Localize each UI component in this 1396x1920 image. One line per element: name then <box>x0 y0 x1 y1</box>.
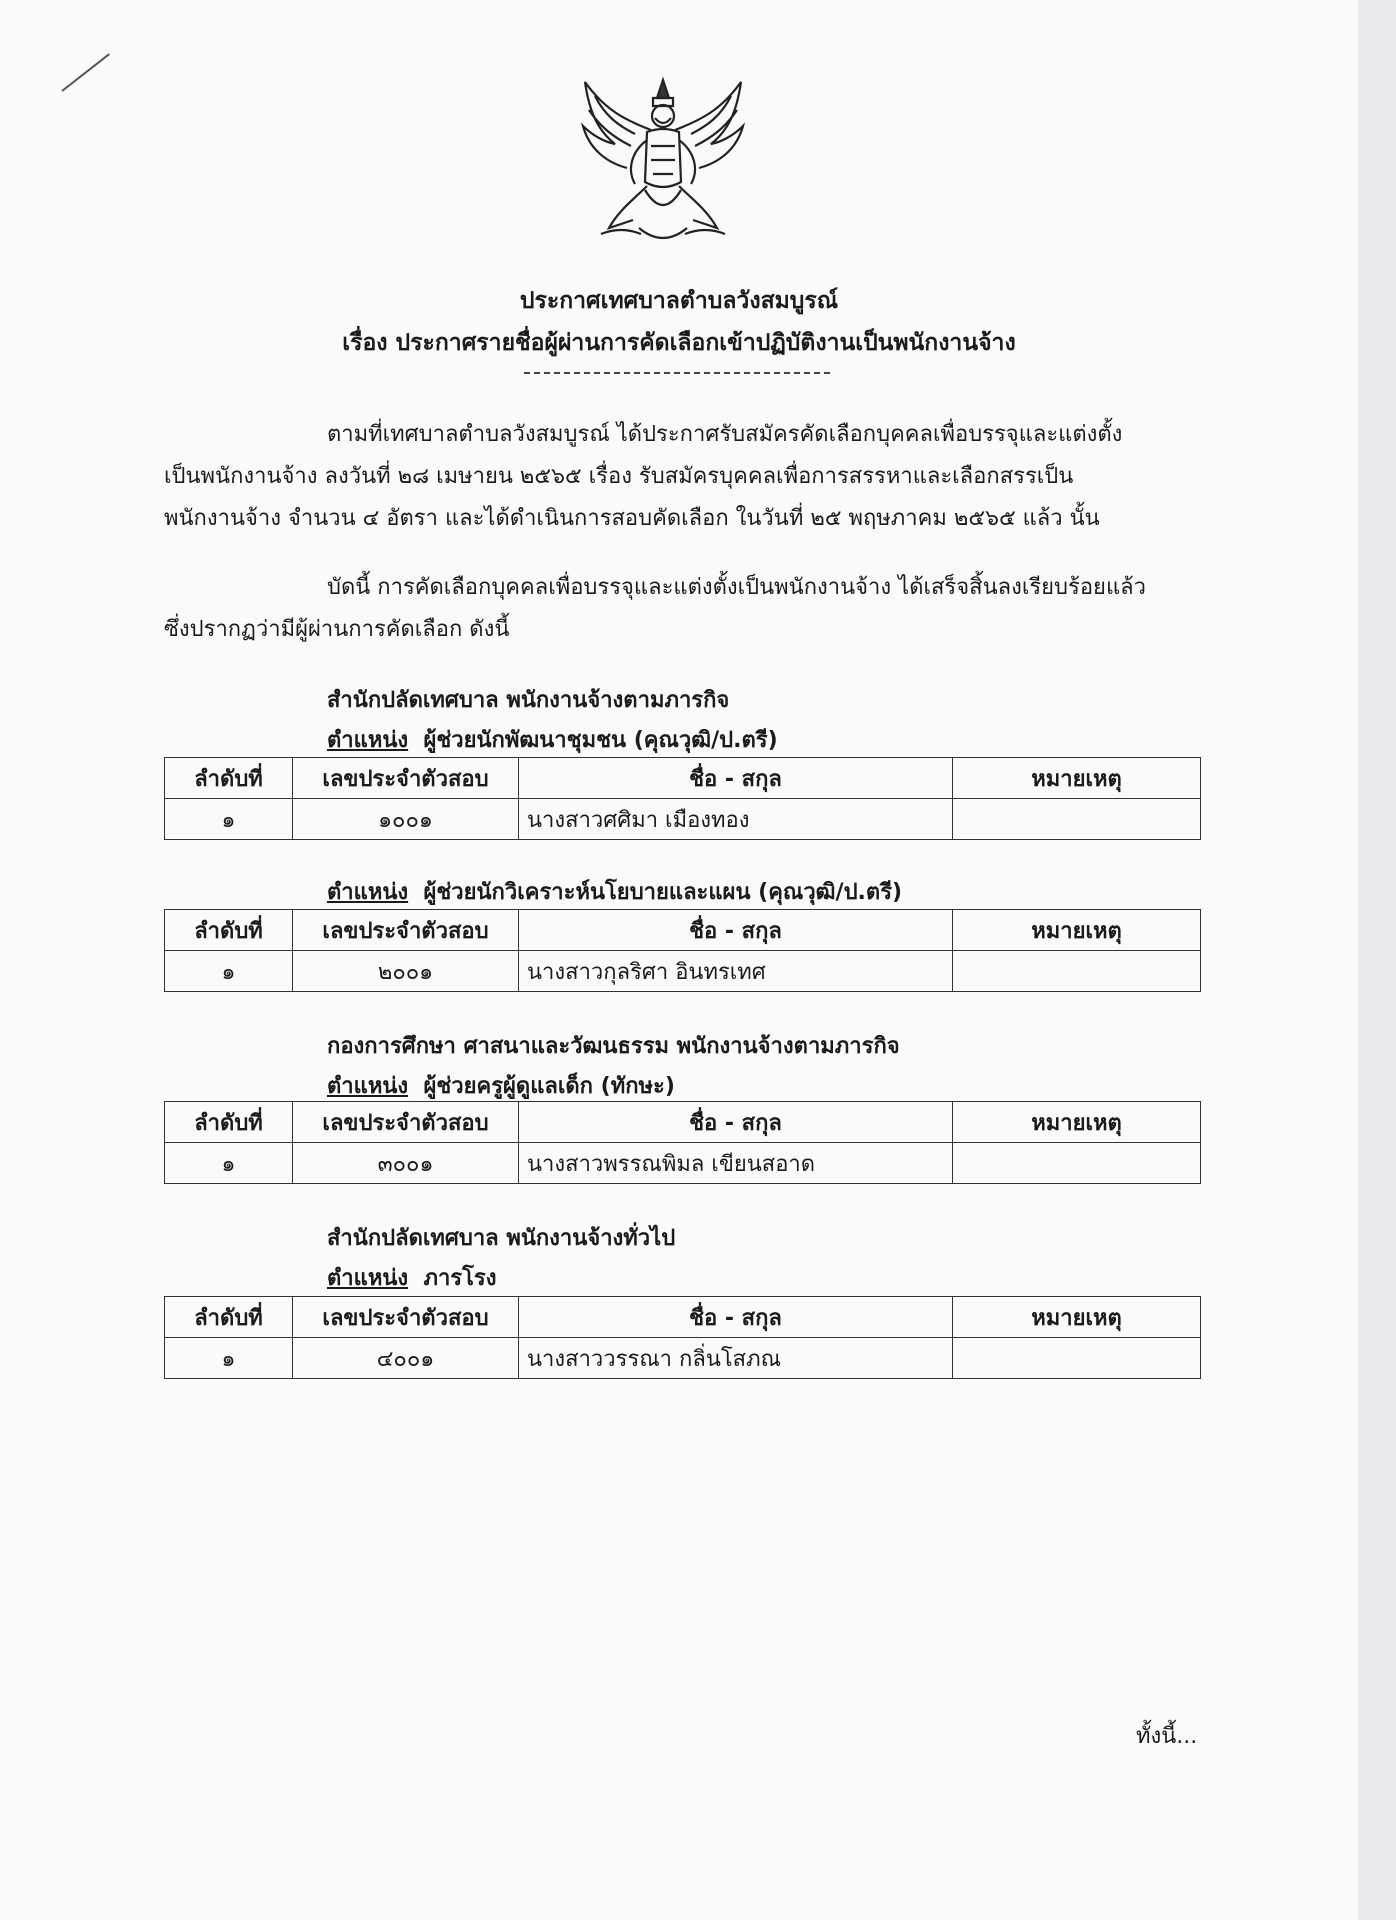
position-title: ผู้ช่วยนักวิเคราะห์นโยบายและแผน (คุณวุฒิ/ป.ตรี) <box>423 880 903 905</box>
header-remark: หมายเหตุ <box>953 758 1201 799</box>
table-header-row <box>165 910 1201 951</box>
position-title: ผู้ช่วยนักพัฒนาชุมชน (คุณวุฒิ/ป.ตรี) <box>423 728 778 753</box>
document-subject: เรื่อง ประกาศรายชื่อผู้ผ่านการคัดเลือกเข้าปฏิบัติงานเป็นพนักงานจ้าง <box>342 330 1016 356</box>
header-remark: หมายเหตุ <box>953 1297 1201 1338</box>
document-title: ประกาศเทศบาลตำบลวังสมบูรณ์ <box>519 288 839 314</box>
cell-name: นางสาววรรณา กลิ่นโสภณ <box>519 1338 953 1379</box>
cell-remark <box>953 1143 1201 1184</box>
cell-name: นางสาวศศิมา เมืองทอง <box>519 799 953 840</box>
paragraph-2-line-2: ซึ่งปรากฏว่ามีผู้ผ่านการคัดเลือก ดังนี้ <box>164 617 510 642</box>
position-title: ผู้ช่วยครูผู้ดูแลเด็ก (ทักษะ) <box>423 1074 675 1099</box>
table-header-row <box>165 1297 1201 1338</box>
paragraph-1-line-1: ตามที่เทศบาลตำบลวังสมบูรณ์ ได้ประกาศรับสมัครคัดเลือกบุคคลเพื่อบรรจุและแต่งตั้ง <box>327 422 1123 447</box>
cell-order: ๑ <box>165 1338 293 1379</box>
section-heading: สำนักปลัดเทศบาล พนักงานจ้างตามภารกิจ <box>327 688 730 713</box>
header-exam-id: เลขประจำตัวสอบ <box>293 758 519 799</box>
header-exam-id: เลขประจำตัวสอบ <box>293 1297 519 1338</box>
cell-name: นางสาวพรรณพิมล เขียนสอาด <box>519 1143 953 1184</box>
header-remark: หมายเหตุ <box>953 910 1201 951</box>
header-exam-id: เลขประจำตัวสอบ <box>293 1102 519 1143</box>
position-label: ตำแหน่ง <box>327 1266 409 1291</box>
title-divider <box>524 372 830 374</box>
paragraph-1-line-2: เป็นพนักงานจ้าง ลงวันที่ ๒๘ เมษายน ๒๕๖๕ เรื่อง รับสมัครบุคคลเพื่อการสรรหาและเลือกสรรเป็น <box>164 464 1074 489</box>
table-row <box>165 799 1201 840</box>
result-table <box>164 1296 1201 1379</box>
table-row <box>165 951 1201 992</box>
cell-name: นางสาวกุลริศา อินทรเทศ <box>519 951 953 992</box>
header-order: ลำดับที่ <box>165 758 293 799</box>
header-name: ชื่อ - สกุล <box>519 910 953 951</box>
garuda-emblem-icon <box>575 70 751 252</box>
position-heading <box>327 722 778 757</box>
header-name: ชื่อ - สกุล <box>519 1297 953 1338</box>
position-label: ตำแหน่ง <box>327 1074 409 1099</box>
result-table <box>164 909 1201 992</box>
result-table <box>164 757 1201 840</box>
paragraph-1-line-3: พนักงานจ้าง จำนวน ๔ อัตรา และได้ดำเนินการสอบคัดเลือก ในวันที่ ๒๕ พฤษภาคม ๒๕๖๕ แล้ว นั้น <box>164 506 1100 531</box>
position-heading <box>327 1068 675 1103</box>
header-order: ลำดับที่ <box>165 1297 293 1338</box>
header-exam-id: เลขประจำตัวสอบ <box>293 910 519 951</box>
table-row <box>165 1338 1201 1379</box>
cell-remark <box>953 799 1201 840</box>
cell-exam-id: ๔๐๐๑ <box>293 1338 519 1379</box>
cell-order: ๑ <box>165 799 293 840</box>
position-heading <box>327 1260 496 1295</box>
section-heading: สำนักปลัดเทศบาล พนักงานจ้างทั่วไป <box>327 1226 676 1251</box>
position-label: ตำแหน่ง <box>327 880 409 905</box>
cell-order: ๑ <box>165 1143 293 1184</box>
cell-exam-id: ๒๐๐๑ <box>293 951 519 992</box>
cell-remark <box>953 1338 1201 1379</box>
cell-remark <box>953 951 1201 992</box>
header-name: ชื่อ - สกุล <box>519 1102 953 1143</box>
header-name: ชื่อ - สกุล <box>519 758 953 799</box>
position-label: ตำแหน่ง <box>327 728 409 753</box>
result-table <box>164 1101 1201 1184</box>
section-heading: กองการศึกษา ศาสนาและวัฒนธรรม พนักงานจ้างตามภารกิจ <box>327 1034 900 1059</box>
position-title: ภารโรง <box>423 1266 497 1291</box>
position-heading <box>327 874 902 909</box>
scan-edge <box>1358 0 1396 1920</box>
table-header-row <box>165 758 1201 799</box>
pen-mark <box>61 53 110 92</box>
cell-exam-id: ๓๐๐๑ <box>293 1143 519 1184</box>
paragraph-2-line-1: บัดนี้ การคัดเลือกบุคคลเพื่อบรรจุและแต่งตั้งเป็นพนักงานจ้าง ได้เสร็จสิ้นลงเรียบร้อยแล้ว <box>327 575 1146 600</box>
cell-order: ๑ <box>165 951 293 992</box>
header-remark: หมายเหตุ <box>953 1102 1201 1143</box>
header-order: ลำดับที่ <box>165 1102 293 1143</box>
table-header-row <box>165 1102 1201 1143</box>
cell-exam-id: ๑๐๐๑ <box>293 799 519 840</box>
table-row <box>165 1143 1201 1184</box>
header-order: ลำดับที่ <box>165 910 293 951</box>
continue-marker: ทั้งนี้... <box>1136 1724 1198 1749</box>
